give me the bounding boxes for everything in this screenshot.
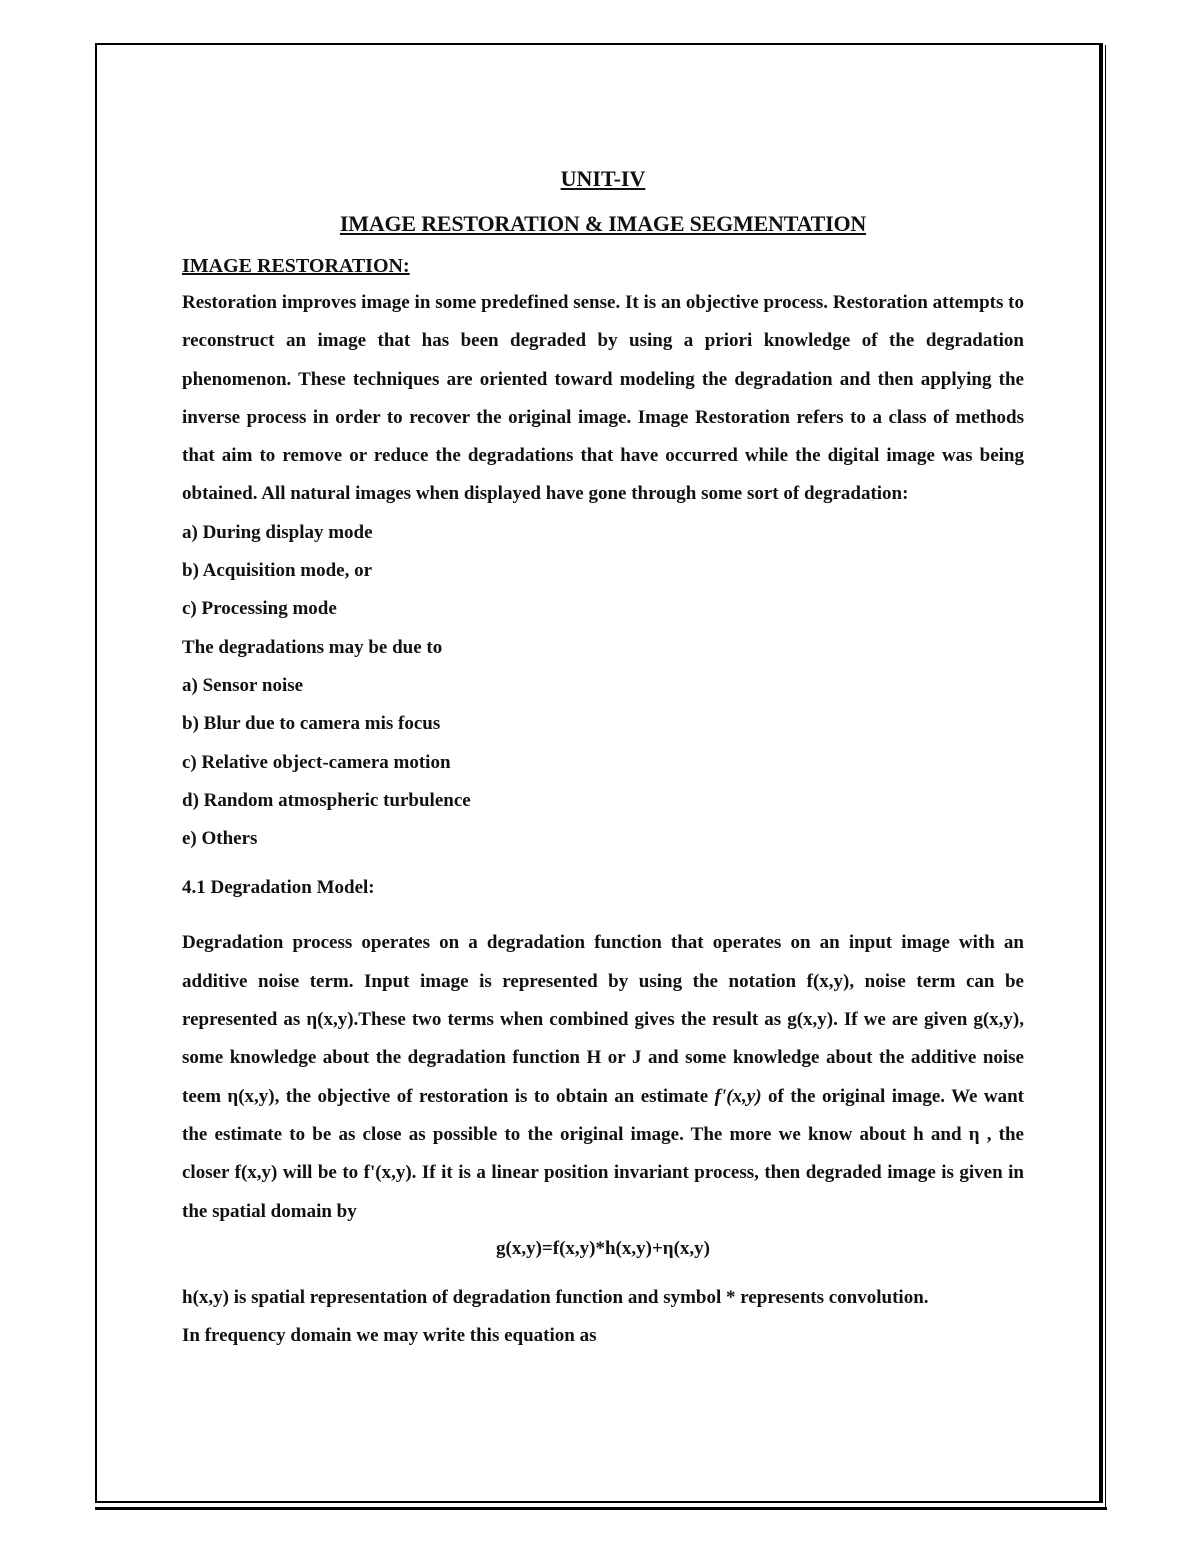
list-item: a) Sensor noise (182, 674, 304, 696)
intro-paragraph: Restoration improves image in some predefined sense. It is an objective process. Restoration attempts to reconstruct an image that has been degraded by using a priori knowledge of the degradation phenomenon. These techniques are oriented toward modeling the degradation and then applying the inverse process in order to recover the original image. Image Restoration refers to a class of methods that aim to remove or reduce the degradations that have occurred while the digital image was being obtained. All natural images when displayed have gone through some sort of degradation: (182, 292, 1024, 505)
model-paragraph-part2: of the original image. We want the estimate to be as close as possible to the original image. The more we know about h and η , the closer f(x,y) will be to f'(x,y). If it is a linear position invariant process, then degraded image is given in the spatial domain by (182, 1085, 1024, 1222)
list-item: e) Others (182, 828, 258, 850)
section-heading: IMAGE RESTORATION: (182, 255, 410, 277)
subsection-heading: 4.1 Degradation Model: (182, 877, 375, 899)
causes-list (182, 667, 1024, 858)
list-item: a) During display mode (182, 521, 373, 543)
model-paragraph-part1: Degradation process operates on a degradation function that operates on an input image with an additive noise term. Input image is represented by using the notation f(x,y), noise term can be represented as η(x,y).These two terms when combined gives the result as g(x,y). If we are given g(x,y), some knowledge about the degradation function H or J and some knowledge about the additive noise teem η(x,y), the objective of restoration is to obtain an estimate (182, 932, 1024, 1107)
modes-list (182, 514, 1024, 629)
degradations-intro: The degradations may be due to (182, 636, 443, 658)
model-paragraph (182, 924, 1024, 1230)
main-title: IMAGE RESTORATION & IMAGE SEGMENTATION (339, 211, 867, 236)
list-item: b) Blur due to camera mis focus (182, 713, 441, 735)
degradation-equation: g(x,y)=f(x,y)*h(x,y)+η(x,y) (496, 1237, 710, 1259)
page-border-right-double (1105, 45, 1106, 1510)
list-item: c) Processing mode (182, 598, 337, 620)
unit-title: UNIT-IV (560, 166, 646, 191)
after-equation-line: In frequency domain we may write this equation as (182, 1325, 597, 1347)
list-item: c) Relative object-camera motion (182, 751, 451, 773)
estimate-symbol: f'(x,y) (714, 1085, 762, 1107)
page-content (182, 160, 1024, 1355)
page-border-bottom-double (95, 1507, 1107, 1510)
list-item: d) Random atmospheric turbulence (182, 789, 471, 811)
after-equation-line: h(x,y) is spatial representation of degradation function and symbol * represents convolution. (182, 1286, 929, 1308)
list-item: b) Acquisition mode, or (182, 560, 373, 582)
